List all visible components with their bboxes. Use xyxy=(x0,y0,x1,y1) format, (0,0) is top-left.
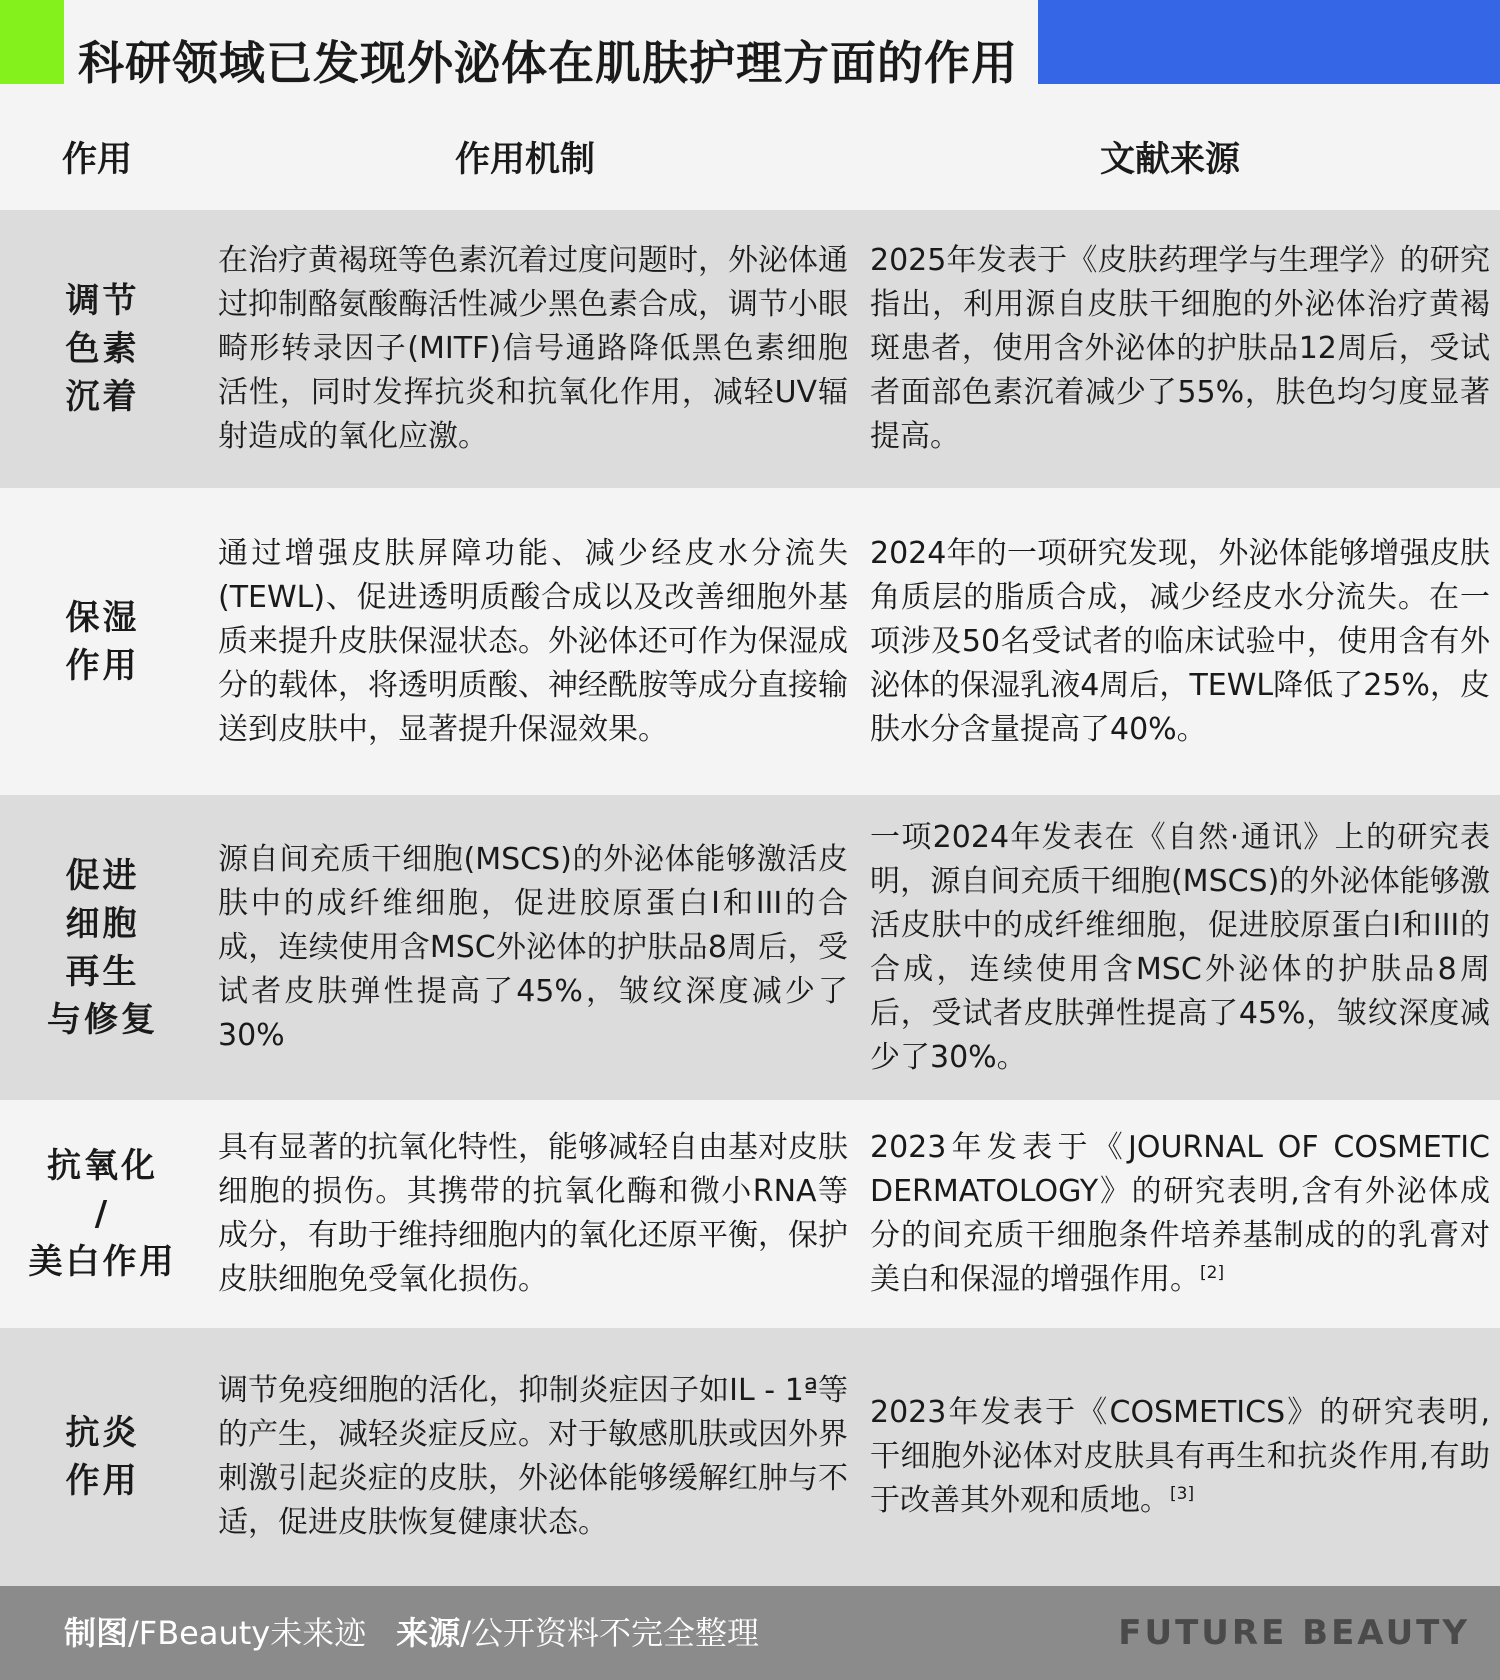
made-by-label: 制图 xyxy=(64,1614,129,1652)
row-mechanism: 具有显著的抗氧化特性，能够减轻自由基对皮肤细胞的损伤。其携带的抗氧化酶和微小RNA等成分，有助于维持细胞内的氧化还原平衡，保护皮肤细胞免受氧化损伤。 xyxy=(218,1130,848,1297)
table-row xyxy=(0,1100,1500,1328)
row-source: 2023年发表于《JOURNAL OF COSMETIC DERMATOLOGY》的研究表明,含有外泌体成分的间充质干细胞条件培养基制成的的乳膏对美白和保湿的增强作用。[2] xyxy=(870,1130,1490,1297)
row-mechanism: 源自间充质干细胞(MSCS)的外泌体能够激活皮肤中的成纤维细胞，促进胶原蛋白I和III的合成，连续使用含MSC外泌体的护肤品8周后，受试者皮肤弹性提高了45%，皱纹深度减少了30% xyxy=(218,841,848,1053)
table-row xyxy=(0,1328,1500,1586)
table-header xyxy=(0,110,1500,210)
table-row xyxy=(0,488,1500,795)
row-mechanism: 通过增强皮肤屏障功能、减少经皮水分流失(TEWL)、促进透明质酸合成以及改善细胞外基质来提升皮肤保湿状态。外泌体还可作为保湿成分的载体，将透明质酸、神经酰胺等成分直接输送到皮肤中，显著提升保湿效果。 xyxy=(218,535,848,747)
reference-marker: [2] xyxy=(1200,1263,1225,1283)
row-mechanism: 在治疗黄褐斑等色素沉着过度问题时，外泌体通过抑制酪氨酸酶活性减少黑色素合成，调节小眼畸形转录因子(MITF)信号通路降低黑色素细胞活性，同时发挥抗炎和抗氧化作用，减轻UV辐射造成的氧化应激。 xyxy=(218,243,848,454)
accent-block-green xyxy=(0,0,64,84)
made-by-value: /FBeauty未来迹 xyxy=(128,1614,367,1652)
row-effect: 保湿 作用 xyxy=(65,597,140,686)
row-source: 一项2024年发表在《自然·通讯》上的研究表明，源自间充质干细胞(MSCS)的外泌体能够激活皮肤中的成纤维细胞，促进胶原蛋白I和III的合成，连续使用含MSC外泌体的护肤品8周后，受试者皮肤弹性提高了45%，皱纹深度减少了30%。 xyxy=(870,819,1490,1075)
row-effect: 调节 色素 沉着 xyxy=(65,281,140,417)
reference-marker: [3] xyxy=(1170,1484,1195,1504)
footer xyxy=(0,1586,1500,1680)
header-mechanism: 作用机制 xyxy=(455,140,596,180)
page-title: 科研领域已发现外泌体在肌肤护理方面的作用 xyxy=(78,36,1018,90)
row-effect: 促进 细胞 再生 与修复 xyxy=(47,855,158,1040)
table-row xyxy=(0,795,1500,1100)
footer-credits xyxy=(64,1586,759,1680)
brand-logo: FUTURE BEAUTY xyxy=(1118,1613,1470,1653)
table-row xyxy=(0,210,1500,488)
source-value: /公开资料不完全整理 xyxy=(460,1614,760,1652)
header-source: 文献来源 xyxy=(1100,140,1241,180)
row-source: 2024年的一项研究发现，外泌体能够增强皮肤角质层的脂质合成，减少经皮水分流失。在一项涉及50名受试者的临床试验中，使用含有外泌体的保湿乳液4周后，TEWL降低了25%，皮肤水分含量提高了40%。 xyxy=(870,535,1490,747)
row-effect: 抗氧化 / 美白作用 xyxy=(28,1146,177,1282)
header-effect: 作用 xyxy=(62,140,133,180)
accent-block-blue xyxy=(1038,0,1500,84)
row-source: 2025年发表于《皮肤药理学与生理学》的研究指出，利用源自皮肤干细胞的外泌体治疗黄褐斑患者，使用含外泌体的护肤品12周后，受试者面部色素沉着减少了55%，肤色均匀度显著提高。 xyxy=(870,243,1490,454)
title-bar xyxy=(0,0,1500,90)
row-source: 2023年发表于《COSMETICS》的研究表明,干细胞外泌体对皮肤具有再生和抗炎作用,有助于改善其外观和质地。[3] xyxy=(870,1395,1490,1518)
row-mechanism: 调节免疫细胞的活化，抑制炎症因子如IL - 1ª等的产生，减轻炎症反应。对于敏感肌肤或因外界刺激引起炎症的皮肤，外泌体能够缓解红肿与不适，促进皮肤恢复健康状态。 xyxy=(218,1373,848,1540)
source-label: 来源 xyxy=(396,1614,461,1652)
row-effect: 抗炎 作用 xyxy=(65,1413,140,1501)
